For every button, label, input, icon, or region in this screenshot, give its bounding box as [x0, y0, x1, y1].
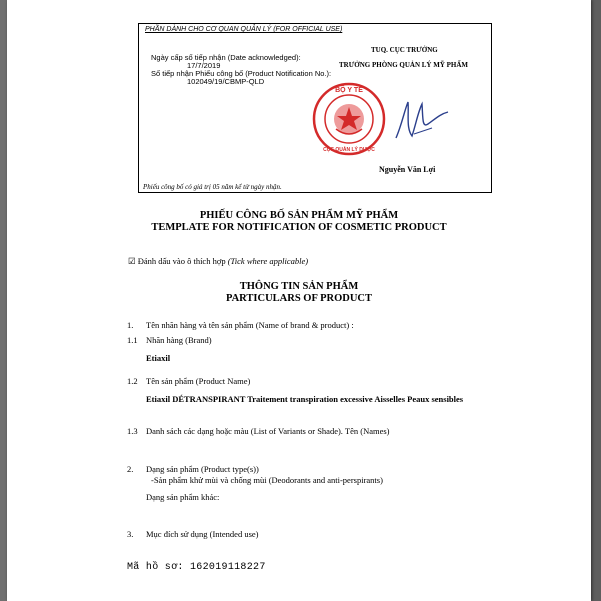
authority-line2: TRƯỞNG PHÒNG QUẢN LÝ MỸ PHẨM: [339, 61, 469, 69]
official-use-box: [138, 23, 492, 193]
notification-number-value: 102049/19/CBMP-QLD: [187, 77, 265, 86]
checkbox-icon: ☑: [128, 256, 136, 266]
section-title-en: PARTICULARS OF PRODUCT: [225, 293, 373, 304]
date-label: Ngày cấp số tiếp nhận (Date acknowledged):: [151, 53, 301, 62]
stamp-bottom-text: CỤC QUẢN LÝ DƯỢC: [323, 147, 375, 153]
item-number: 3.: [127, 529, 134, 539]
section-title-vi: THÔNG TIN SẢN PHẨM: [239, 281, 359, 292]
scrollbar[interactable]: [591, 0, 601, 601]
item-number: 1.2: [127, 376, 138, 386]
title-english: TEMPLATE FOR NOTIFICATION OF COSMETIC PRODUCT: [151, 222, 447, 233]
product-type-value: -Sản phẩm khử mùi và chống mùi (Deodorants and anti-perspirants): [151, 475, 383, 485]
item-number: 1.: [127, 320, 134, 330]
stamp-top-text: BỘ Y TẾ: [335, 87, 363, 94]
variants-label: Danh sách các dạng hoặc màu (List of Variants or Shade). Tên (Names): [146, 426, 390, 436]
item-number: 2.: [127, 464, 134, 474]
other-type-label: Dạng sản phẩm khác:: [146, 492, 220, 502]
validity-note: Phiếu công bố có giá trị 05 năm kể từ ngày nhận.: [143, 183, 282, 191]
intended-use-label: Mục đích sử dụng (Intended use): [146, 529, 259, 539]
tick-instruction-en: (Tick where applicable): [227, 256, 309, 266]
title-vietnamese: PHIẾU CÔNG BỐ SẢN PHẨM MỸ PHẨM: [199, 210, 399, 221]
item-number: 1.3: [127, 426, 138, 436]
signature-icon: [392, 94, 452, 144]
tick-instruction-vi: Đánh dấu vào ô thích hợp: [137, 256, 226, 266]
brand-product-heading: Tên nhãn hàng và tên sản phẩm (Name of brand & product) :: [146, 320, 354, 330]
date-value: 17/7/2019: [187, 61, 221, 70]
official-stamp-icon: [311, 81, 387, 157]
signer-name: Nguyễn Văn Lợi: [379, 165, 436, 174]
document-page: [7, 0, 591, 601]
file-number: Mã hồ sơ: 162019118227: [127, 562, 266, 573]
item-number: 1.1: [127, 335, 138, 345]
authority-line1: TUQ. CỤC TRƯỞNG: [371, 46, 438, 54]
official-header: PHẦN DÀNH CHO CƠ QUAN QUẢN LÝ (FOR OFFICIAL USE): [145, 26, 343, 33]
brand-value: Etiaxil: [146, 353, 171, 363]
product-type-label: Dạng sản phẩm (Product type(s)): [146, 464, 259, 474]
brand-label: Nhãn hàng (Brand): [146, 335, 212, 345]
tick-instruction: [128, 256, 308, 267]
product-name-label: Tên sản phẩm (Product Name): [146, 376, 251, 386]
product-name-value: Etiaxil DÉTRANSPIRANT Traitement transpiration excessive Aisselles Peaux sensibles: [146, 394, 464, 404]
notification-number-label: Số tiếp nhận Phiếu công bố (Product Notification No.):: [151, 69, 332, 78]
